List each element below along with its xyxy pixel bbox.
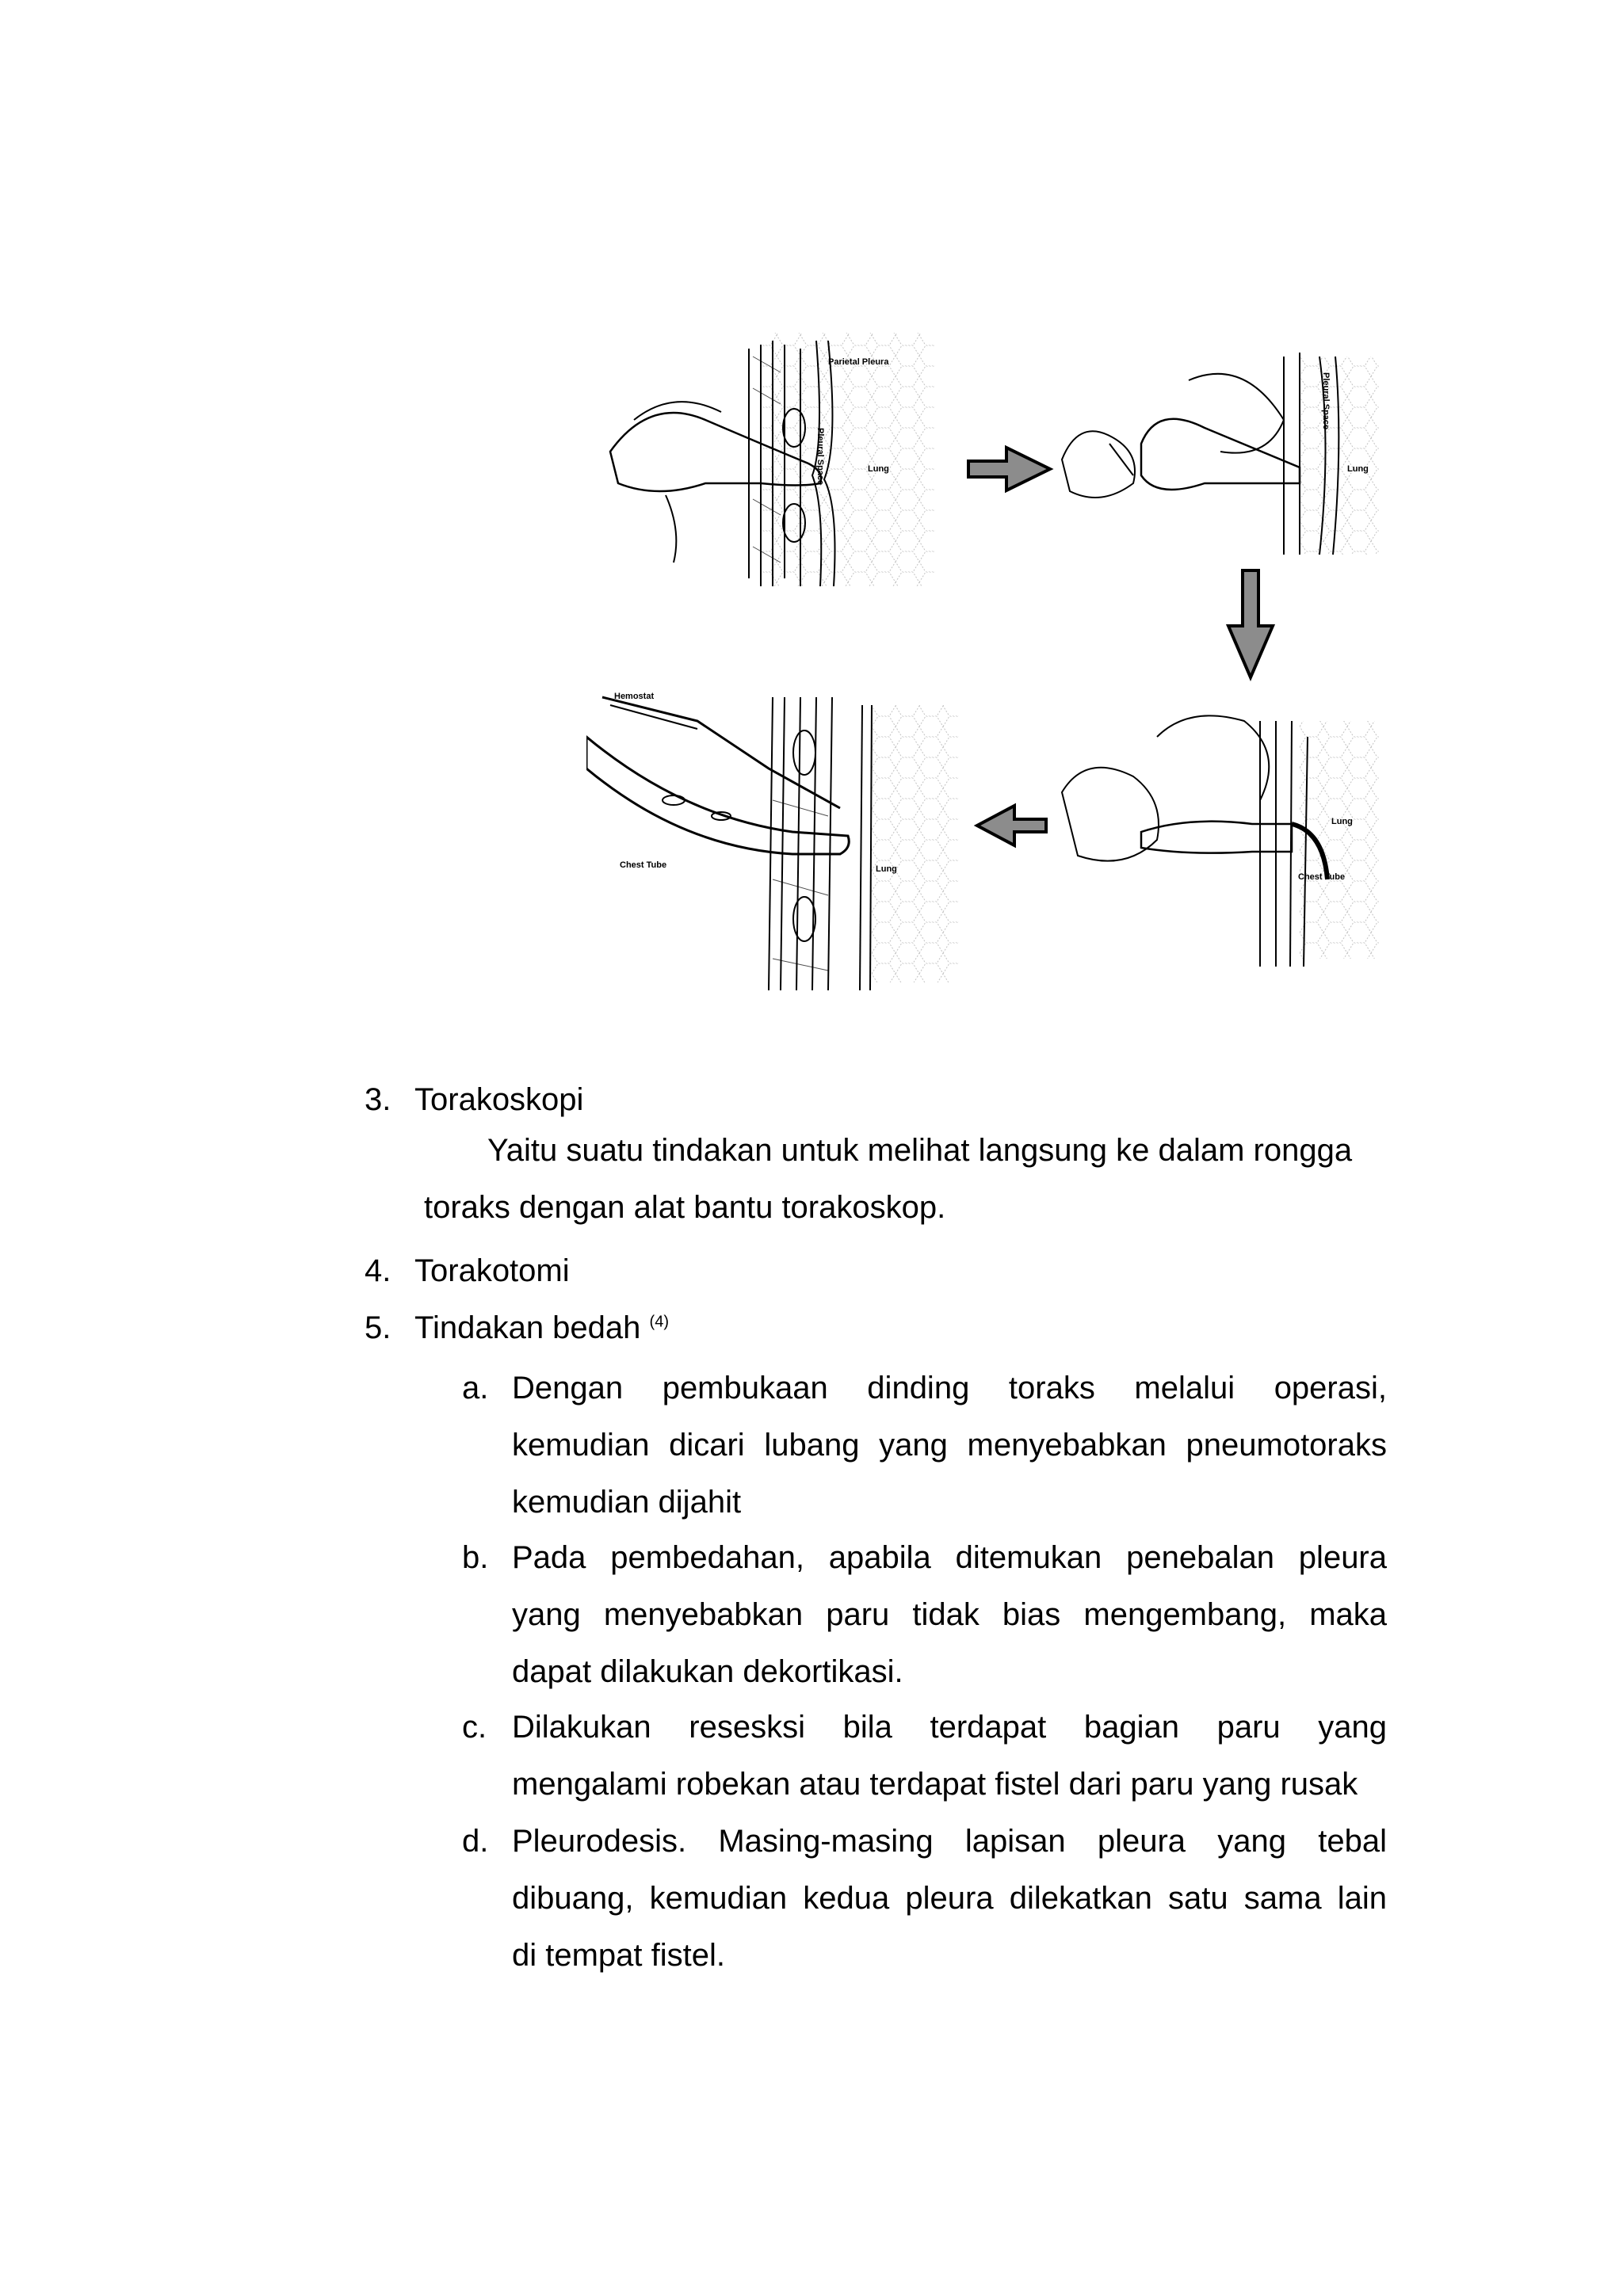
list-item-3-description: [424, 1122, 1387, 1236]
subitem-line: dapat dilakukan dekortikasi.: [512, 1654, 903, 1689]
description-line: Yaitu suatu tindakan untuk melihat langsung ke dalam rongga: [487, 1133, 1353, 1168]
subitem-b-text: [512, 1529, 1387, 1700]
subitem-line: mengalami robekan atau terdapat fistel dari paru yang rusak: [512, 1767, 1358, 1802]
figure-illustration: [586, 325, 1395, 1006]
label-lung-3: Lung: [876, 864, 897, 874]
label-parietal-pleura: Parietal Pleura: [828, 357, 889, 367]
subitem-line: Pleurodesis. Masing-masing lapisan pleura yang tebal: [512, 1824, 1387, 1859]
label-pleural-space-1: Pleural Space: [815, 428, 825, 486]
reference-marker: (4): [649, 1313, 669, 1331]
arrow-right-icon: [968, 448, 1050, 490]
subitem-line: kemudian dijahit: [512, 1485, 742, 1520]
label-pleural-space-2: Pleural Space: [1321, 372, 1331, 430]
arrow-down-icon: [1228, 570, 1273, 677]
label-lung-1: Lung: [868, 464, 889, 474]
list-item-5-number: 5.: [365, 1310, 391, 1345]
subitem-line: di tempat fistel.: [512, 1938, 726, 1973]
panel-chest-tube-placement: [586, 692, 959, 990]
subitem-line: yang menyebabkan paru tidak bias mengembang, maka: [512, 1597, 1387, 1632]
subitem-line: dibuang, kemudian kedua pleura dilekatkan satu sama lain: [512, 1881, 1387, 1916]
subitem-line: kemudian dicari lubang yang menyebabkan pneumotoraks: [512, 1428, 1387, 1463]
list-item-3-title: Torakoskopi: [414, 1082, 584, 1117]
label-chest-tube-1: Chest Tube: [620, 860, 667, 870]
subitem-b-letter: b.: [462, 1540, 489, 1575]
panel-finger-dissection: [610, 333, 935, 586]
list-item-5-title: [414, 1309, 669, 1347]
list-item-5-title-text: Tindakan bedah: [414, 1310, 641, 1345]
description-line: toraks dengan alat bantu torakoskop.: [424, 1190, 946, 1225]
subitem-d-letter: d.: [462, 1824, 489, 1859]
subitem-line: Dengan pembukaan dinding toraks melalui operasi,: [512, 1371, 1387, 1405]
subitem-line: Pada pembedahan, apabila ditemukan penebalan pleura: [512, 1540, 1387, 1575]
list-item-3-number: 3.: [365, 1082, 391, 1117]
label-lung-4: Lung: [1331, 817, 1353, 826]
subitem-line: Dilakukan resesksi bila terdapat bagian paru yang: [512, 1710, 1387, 1745]
panel-tube-insertion: [1062, 715, 1379, 967]
list-item-4-title: Torakotomi: [414, 1253, 570, 1288]
subitem-c-text: [512, 1699, 1387, 1813]
subitem-a-letter: a.: [462, 1371, 489, 1405]
panel-hemostat-spread: [1062, 353, 1379, 555]
label-chest-tube-2: Chest Tube: [1298, 872, 1346, 882]
subitem-a-text: [512, 1360, 1387, 1531]
list-item-4-number: 4.: [365, 1253, 391, 1288]
arrow-left-icon: [977, 806, 1046, 845]
subitem-d-text: [512, 1813, 1387, 1984]
label-hemostat: Hemostat: [614, 692, 655, 701]
subitem-c-letter: c.: [462, 1710, 487, 1745]
chest-tube-insertion-figure: [586, 325, 1395, 1006]
label-lung-2: Lung: [1347, 464, 1369, 474]
